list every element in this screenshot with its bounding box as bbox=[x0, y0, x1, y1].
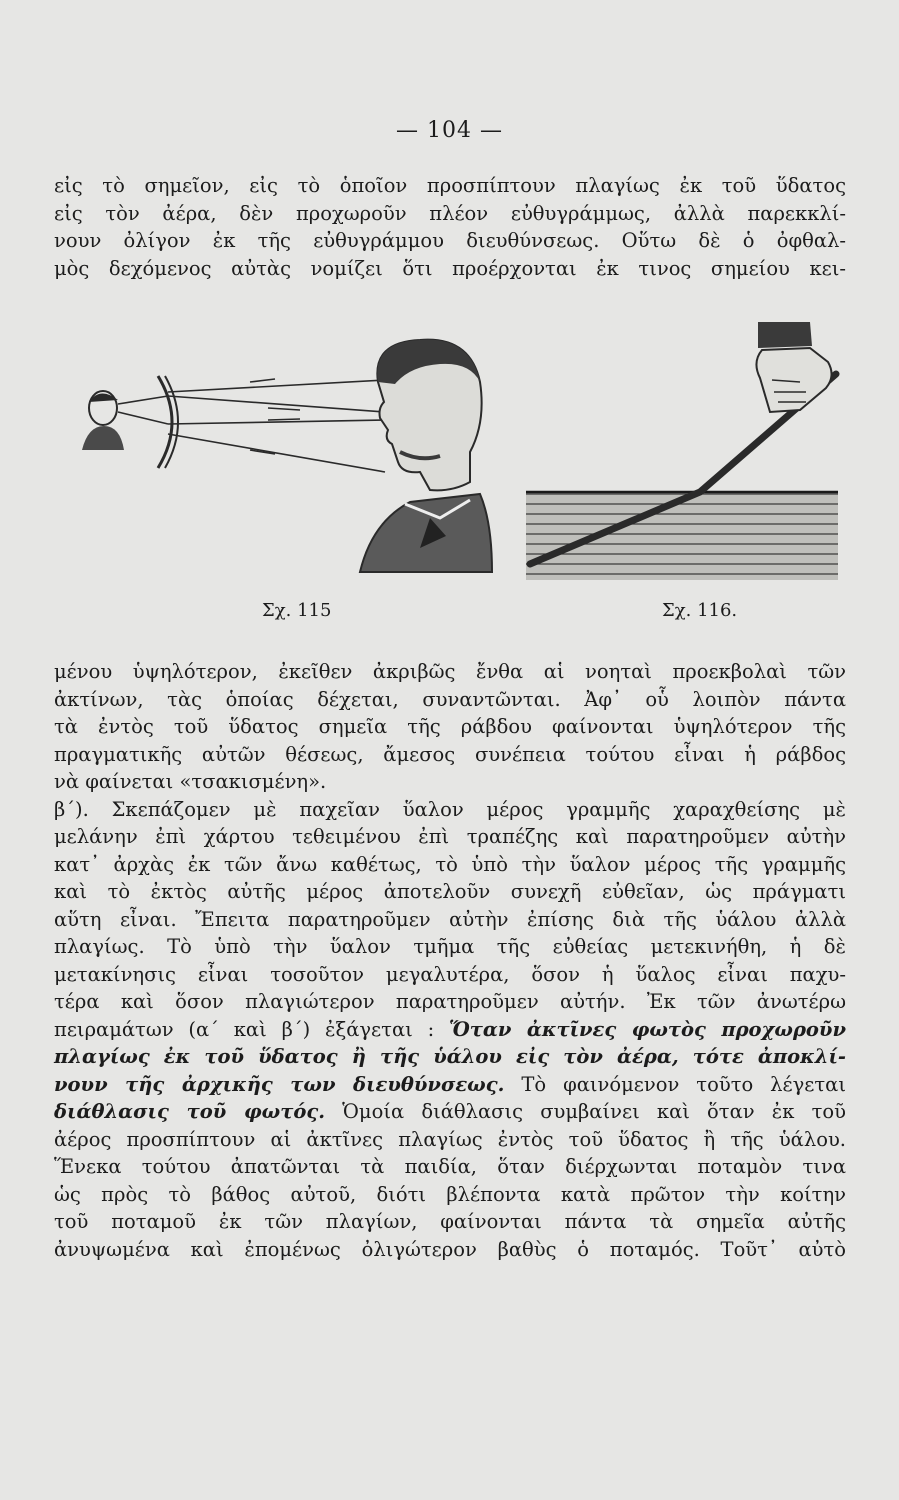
text-line: ὡς πρὸς τὸ βάθος αὐτοῦ, διότι βλέποντα κατὰ πρῶτον τὴν κοίτην bbox=[54, 1182, 846, 1206]
caption-figure-115: Σχ. 115 bbox=[262, 600, 332, 621]
text-line: μένου ὑψηλότερον, ἐκεῖθεν ἀκριβῶς ἔνθα αἱ νοηταὶ προεκβολαὶ τῶν bbox=[54, 660, 846, 683]
water-area bbox=[526, 492, 838, 580]
conclusion-emphasis: νουν τῆς ἀρχικῆς των διευθύνσεως. bbox=[54, 1072, 505, 1096]
text-line: εἰς τὸ σημεῖον, εἰς τὸ ὁποῖον προσπίπτουν πλαγίως ἐκ τοῦ ὕδατος bbox=[54, 174, 846, 197]
text-line: εἰς τὸν ἀέρα, δὲν προχωροῦν πλέον εὐθυγράμμως, ἀλλὰ παρεκκλί- bbox=[54, 201, 846, 225]
paragraph-body bbox=[54, 658, 846, 1263]
text-line: αὕτη εἶναι. Ἔπειτα παρατηροῦμεν αὐτὴν ἐπίσης διὰ τῆς ὑάλου ἀλλὰ bbox=[54, 907, 846, 931]
figures-115-116 bbox=[0, 322, 899, 622]
text-line: τοῦ ποταμοῦ ἐκ τῶν πλαγίων, φαίνονται πάντα τὰ σημεῖα αὐτῆς bbox=[54, 1210, 846, 1233]
text-line: Ἕνεκα τούτου ἀπατῶνται τὰ παιδία, ὅταν διέρχωνται ποταμὸν τινα bbox=[54, 1155, 846, 1178]
refraction-term: διάθλασις τοῦ φωτός. bbox=[54, 1100, 325, 1123]
text-line bbox=[54, 1043, 846, 1071]
text-line: τέρα καὶ ὅσον πλαγιώτερον παρατηροῦμεν αὐτήν. Ἐκ τῶν ἀνωτέρω bbox=[54, 990, 846, 1013]
text-line: πραγματικῆς αὐτῶν θέσεως, ἄμεσος συνέπεια τούτου εἶναι ἡ ράβδος bbox=[54, 742, 846, 766]
text-line: νὰ φαίνεται «τσακισμένη». bbox=[54, 770, 327, 793]
paragraph-top bbox=[54, 172, 846, 282]
text-line bbox=[54, 1016, 846, 1044]
small-head-icon bbox=[82, 391, 124, 450]
text-line bbox=[54, 1098, 846, 1126]
figure-115-illustration bbox=[82, 340, 492, 572]
conclusion-emphasis: πλαγίως ἐκ τοῦ ὕδατος ἢ τῆς ὑάλου εἰς τὸν ἀέρα, τότε ἀποκλί- bbox=[54, 1045, 846, 1068]
conclusion-plain-text: Ὁμοία διάθλασις συμβαίνει καὶ ὅταν ἐκ τοῦ bbox=[342, 1100, 846, 1123]
hand-icon bbox=[756, 322, 831, 412]
text-line bbox=[54, 1071, 846, 1099]
observer-head-icon bbox=[360, 340, 492, 572]
text-line: μετακίνησις εἶναι τοσοῦτον μεγαλυτέρα, ὅσον ἡ ὕαλος εἶναι παχυ- bbox=[54, 962, 846, 986]
text-line: ἀέρος προσπίπτουν αἱ ἀκτῖνες πλαγίως ἐντὸς τοῦ ὕδατος ἢ τῆς ὑάλου. bbox=[54, 1127, 846, 1151]
text-line: τὰ ἐντὸς τοῦ ὕδατος σημεῖα τῆς ράβδου φαίνονται ὑψηλότερον τῆς bbox=[54, 715, 846, 738]
caption-figure-116: Σχ. 116. bbox=[662, 600, 738, 621]
text-line: μὸς δεχόμενος αὐτὰς νομίζει ὅτι προέρχονται ἐκ τινος σημείου κει- bbox=[54, 256, 846, 280]
light-rays bbox=[118, 379, 385, 472]
text-line: καὶ τὸ ἐκτὸς αὐτῆς μέρος ἀποτελοῦν συνεχῆ εὐθεῖαν, ὡς πράγματι bbox=[54, 880, 846, 903]
text-line: β΄). Σκεπάζομεν μὲ παχεῖαν ὕαλον μέρος γραμμῆς χαραχθείσης μὲ bbox=[54, 797, 846, 821]
text-line: πλαγίως. Τὸ ὑπὸ τὴν ὕαλον τμῆμα τῆς εὐθείας μετεκινήθη, ἡ δὲ bbox=[54, 935, 846, 958]
text-line: ἀκτίνων, τὰς ὁποίας δέχεται, συναντῶνται. Ἀφ᾽ οὗ λοιπὸν πάντα bbox=[54, 687, 846, 711]
figure-116-illustration bbox=[526, 322, 838, 580]
conclusion-emphasis: Ὅταν ἀκτῖνες φωτὸς προχωροῦν bbox=[448, 1017, 846, 1041]
conclusion-plain-text: πειραμάτων (α΄ καὶ β΄) ἐξάγεται : bbox=[54, 1017, 435, 1041]
conclusion-plain-text: Τὸ φαινόμενον τοῦτο λέγεται bbox=[521, 1072, 846, 1096]
page-number: — 104 — bbox=[396, 118, 503, 143]
text-line: νουν ὀλίγον ἐκ τῆς εὐθυγράμμου διευθύνσεως. Οὕτω δὲ ὁ ὀφθαλ- bbox=[54, 229, 846, 252]
text-line: ἀνυψωμένα καὶ ἐπομένως ὀλιγώτερον βαθὺς ὁ ποταμός. Τοῦτ᾽ αὐτὸ bbox=[54, 1237, 846, 1261]
text-line: μελάνην ἐπὶ χάρτου τεθειμένου ἐπὶ τραπέζης καὶ παρατηροῦμεν αὐτὴν bbox=[54, 825, 846, 848]
text-line: κατ᾽ ἀρχὰς ἐκ τῶν ἄνω καθέτως, τὸ ὑπὸ τὴν ὕαλον μέρος τῆς γραμμῆς bbox=[54, 852, 846, 876]
